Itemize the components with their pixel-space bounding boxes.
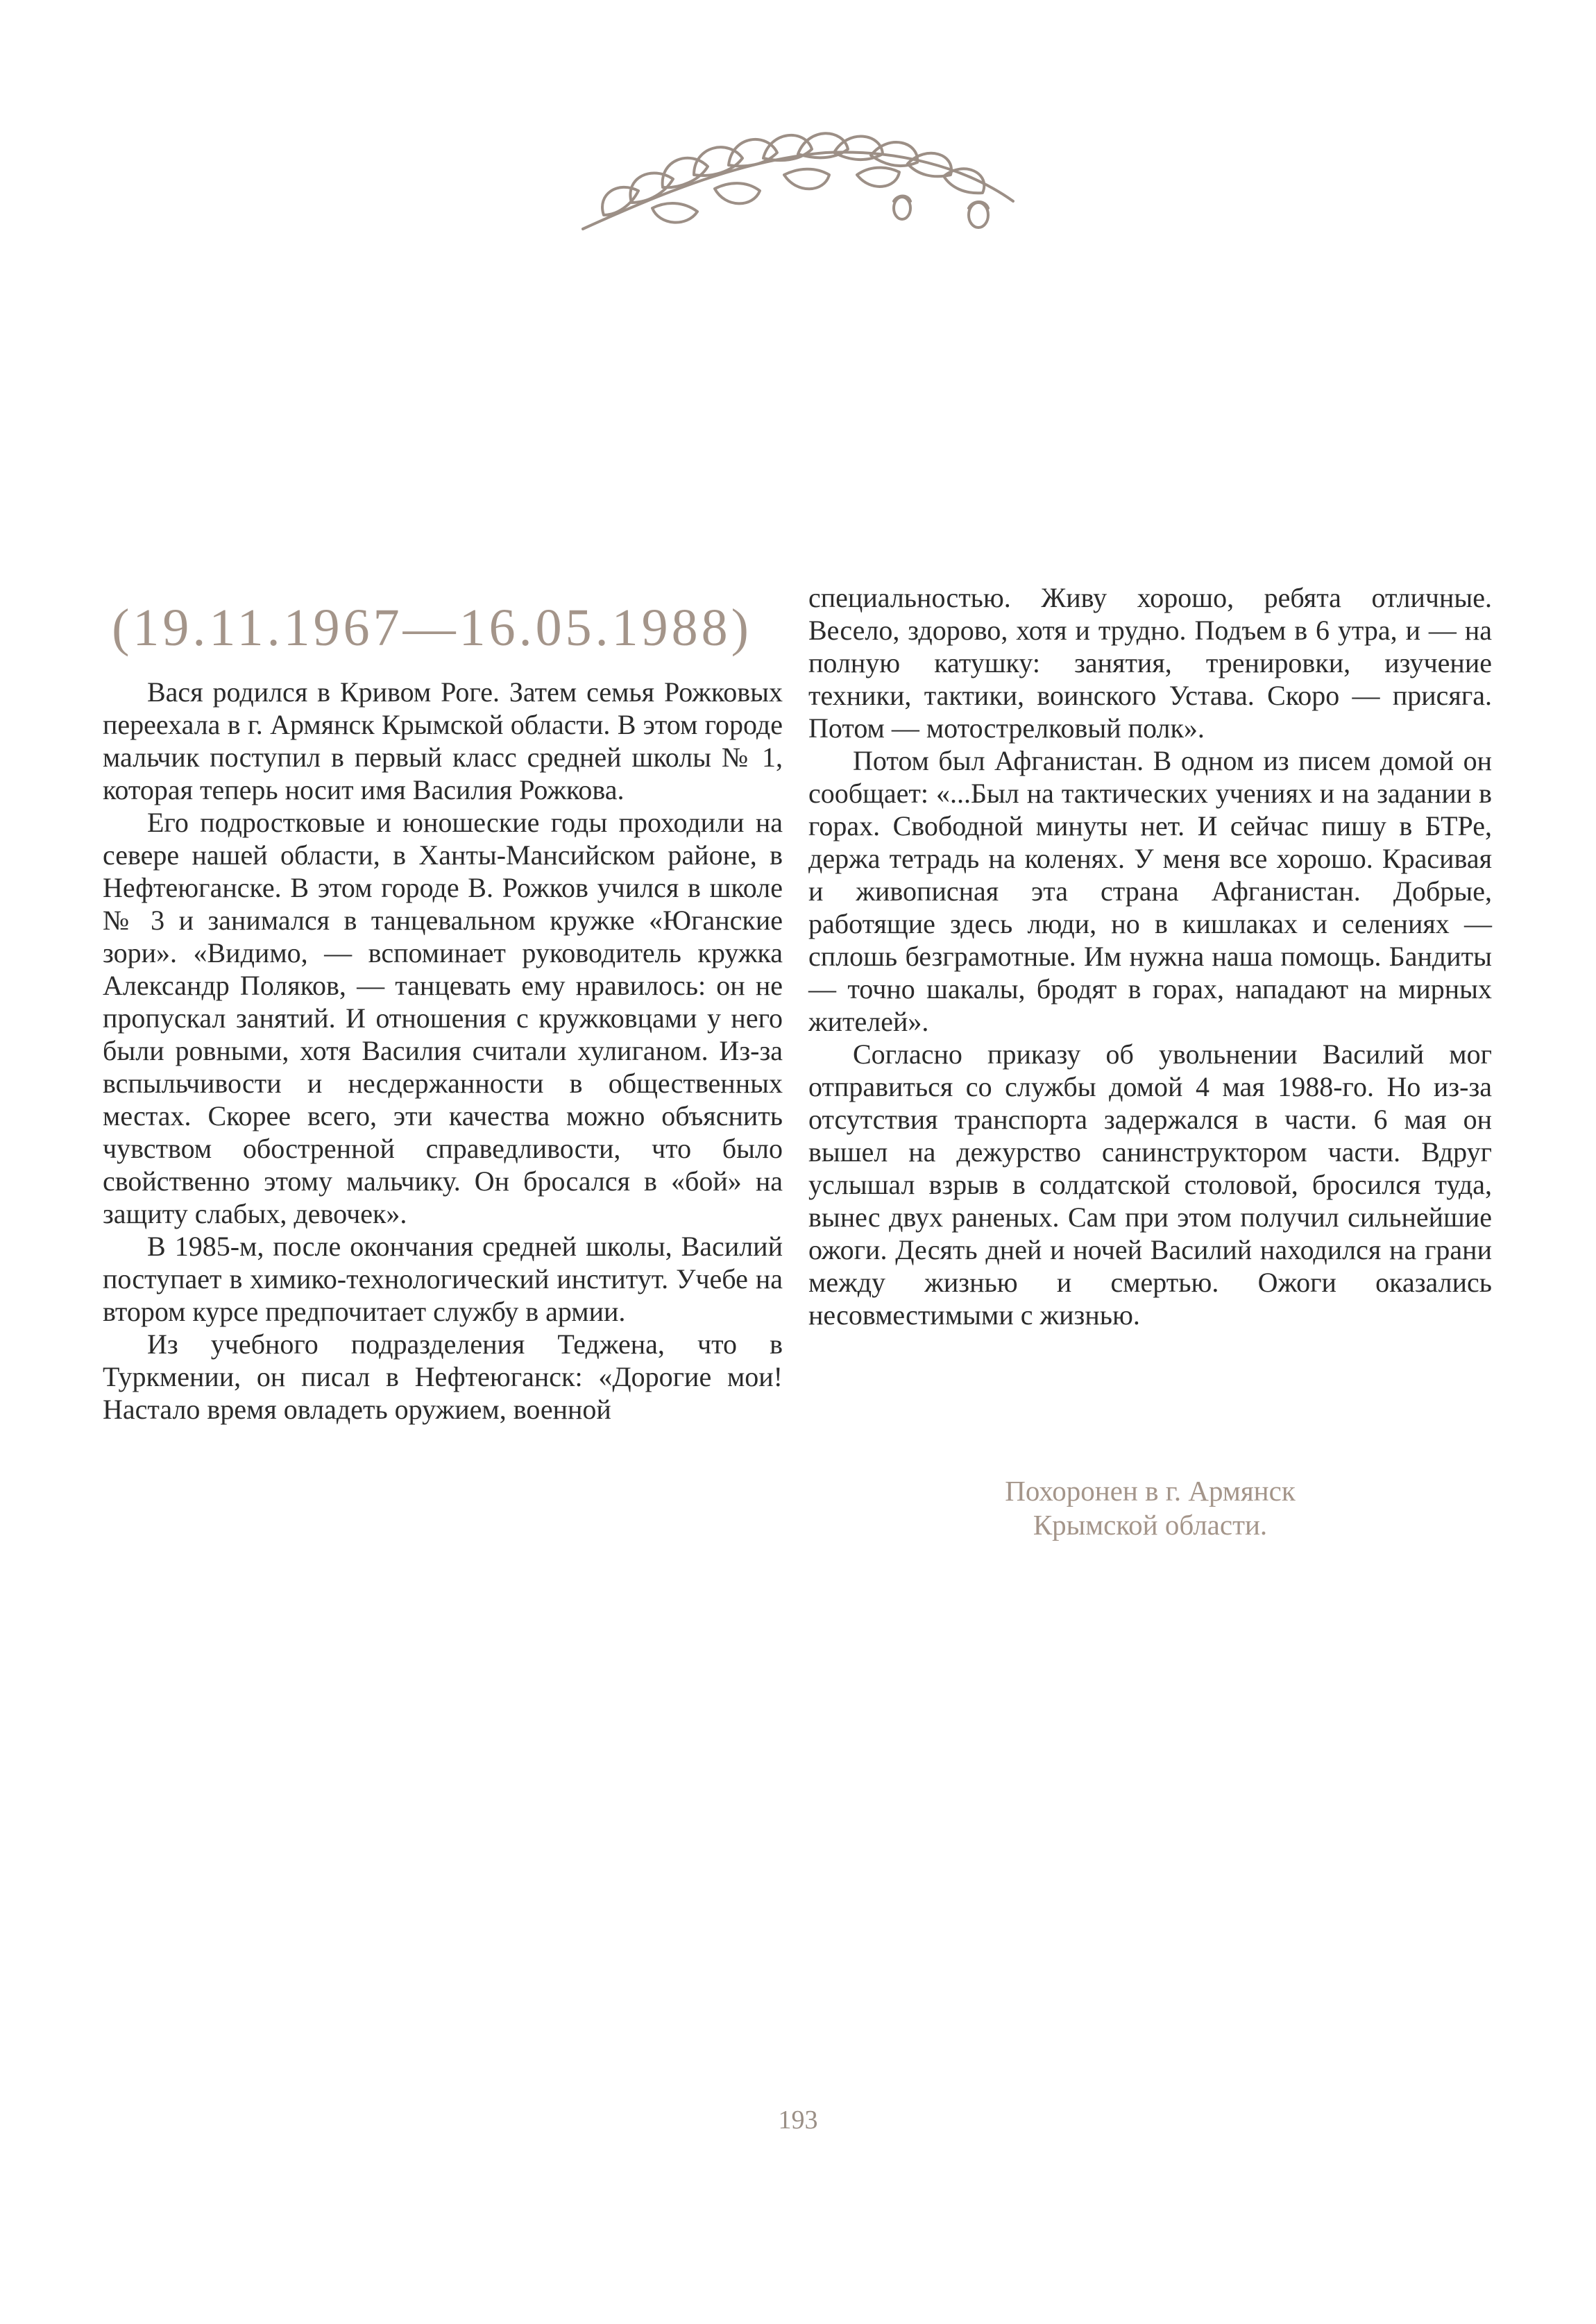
left-column bbox=[103, 676, 783, 1426]
paragraph: Его подростковые и юношеские годы проходили на севере нашей области, в Ханты-Мансийском районе, в Нефтеюганске. В этом городе В. Рожков учился в школе № 3 и занимался в танцевальном кружке «Юганские зори». «Видимо, — вспоминает руководитель кружка Александр Поляков, — танцевать ему нравилось: он не пропускал занятий. И отношения с кружковцами у него были ровными, хотя Василия считали хулиганом. Из-за вспыльчивости и несдержанности в общественных местах. Скорее всего, эти качества можно объяснить чувством обостренной справедливости, что было свойственно этому мальчику. Он бросался в «бой» на защиту слабых, девочек». bbox=[103, 807, 783, 1229]
page-number: 193 bbox=[778, 2105, 818, 2135]
oak-branch-ornament-icon bbox=[576, 111, 1020, 243]
right-column bbox=[808, 581, 1492, 1331]
burial-note bbox=[808, 1474, 1492, 1542]
paragraph: Согласно приказу об увольнении Василий мог отправиться со службы домой 4 мая 1988-го. Но из-за отсутствия транспорта задержался в части. 6 мая он вышел на дежурство санинструктором части. Вдруг услышал взрыв в солдатской столовой, бросился туда, вынес двух раненых. Сам при этом получил сильнейшие ожоги. Десять дней и ночей Василий находился на грани между жизнью и смертью. Ожоги оказались несовместимыми с жизнью. bbox=[808, 1039, 1492, 1331]
paragraph: Потом был Афганистан. В одном из писем домой он сообщает: «...Был на тактических учениях и на задании в горах. Свободной минуты нет. И сейчас пишу в БТРе, держа тетрадь на коленях. У меня все хорошо. Красивая и живописная эта страна Афганистан. Добрые, работящие здесь люди, но в кишлаках и селениях — сплошь безграмотные. Им нужна наша помощь. Бандиты — точно шакалы, бродят в горах, нападают на мирных жителей». bbox=[808, 745, 1492, 1037]
burial-line: Крымской области. bbox=[1033, 1509, 1268, 1541]
paragraph: Из учебного подразделения Теджена, что в Туркмении, он писал в Нефтеюганск: «Дорогие мои! Настало время овладеть оружием, военной bbox=[103, 1328, 783, 1425]
life-dates: (19.11.1967—16.05.1988) bbox=[112, 599, 752, 657]
burial-line: Похоронен в г. Армянск bbox=[1005, 1475, 1296, 1507]
paragraph: Вася родился в Кривом Роге. Затем семья Рожковых переехала в г. Армянск Крымской области. В этом городе мальчик поступил в первый класс средней школы № 1, которая теперь носит имя Василия Рожкова. bbox=[103, 676, 783, 805]
paragraph: В 1985-м, после окончания средней школы, Василий поступает в химико-технологический институт. Учебе на втором курсе предпочитает службу в армии. bbox=[103, 1231, 783, 1327]
paragraph: специальностью. Живу хорошо, ребята отличные. Весело, здорово, хотя и трудно. Подъем в 6 утра, и — на полную катушку: занятия, тренировки, изучение техники, тактики, воинского Устава. Скоро — присяга. Потом — мотострелковый полк». bbox=[808, 582, 1492, 744]
